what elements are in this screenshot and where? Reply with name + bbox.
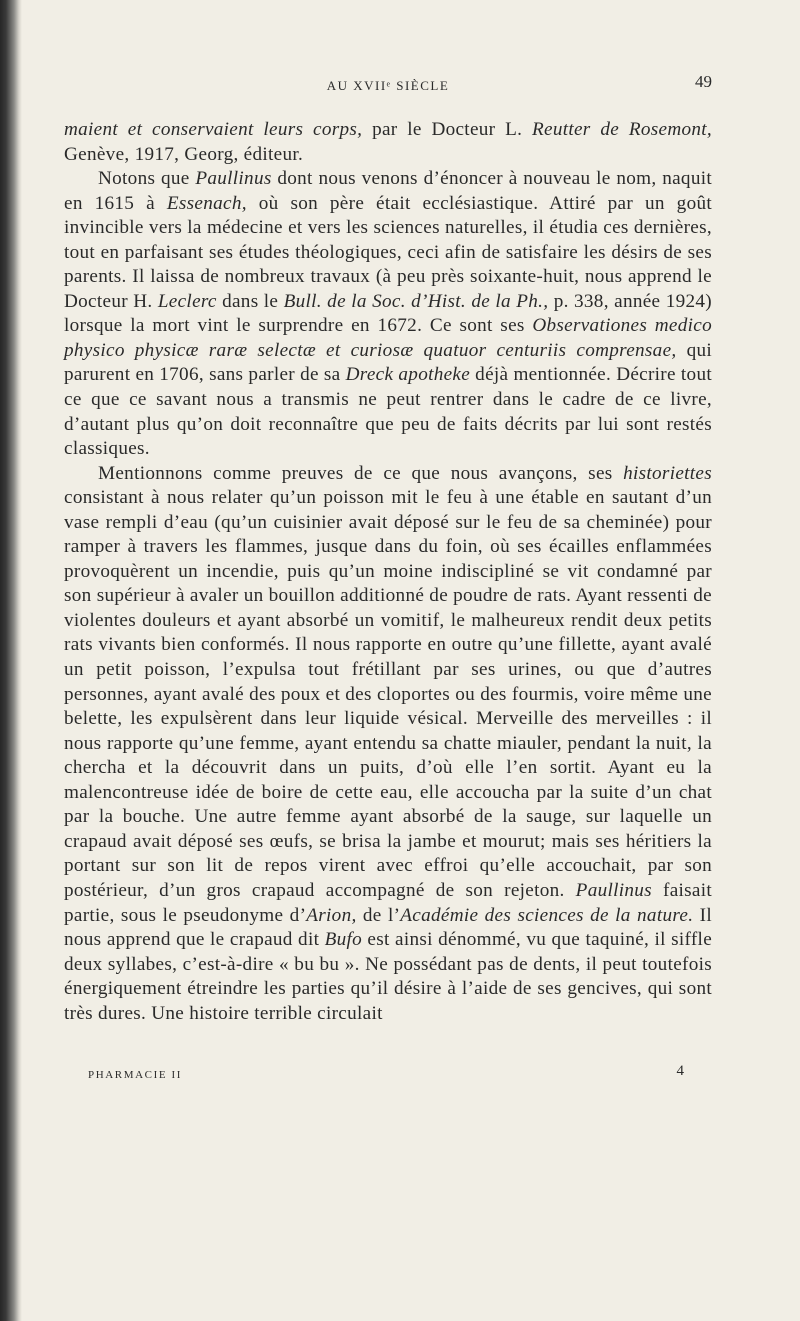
italic-text: Bufo (324, 929, 363, 951)
signature-label: PHARMACIE II (88, 1069, 183, 1081)
text-run: dans le (216, 290, 284, 312)
text-run: p. 338, année 1924) lorsque la mort vint le surprendre en 1672. Ce sont ses (64, 290, 712, 337)
body-text (64, 118, 712, 1026)
paragraph (64, 118, 712, 167)
italic-text: historiettes (623, 462, 712, 484)
signature-number: 4 (676, 1063, 684, 1079)
running-title: AU XVIIᵉ SIÈCLE (326, 78, 450, 93)
italic-text: Paullinus (195, 168, 272, 190)
italic-text: Paullinus (575, 879, 652, 901)
text-run: par le Docteur L. (362, 119, 532, 140)
italic-text: Académie des sciences de la nature. (400, 904, 694, 926)
italic-text: Bull. de la Soc. d’Hist. de la Ph., (283, 290, 549, 312)
italic-text: Arion, (306, 904, 357, 926)
text-run: est ainsi dénommé, vu que taquiné, il siffle deux syllabes, c’est-à-dire « bu bu ». Ne possédant pas de dents, il peut toutefois énergiquement étreindre les parties qu’il désire à l’aide de ses gencives, qui sont très dures. Une histoire terrible circulait (64, 929, 713, 1024)
text-run: de l’ (356, 904, 401, 926)
text-run: Mentionnons comme preuves de ce que nous avançons, ses (98, 462, 624, 484)
paragraph (64, 462, 712, 1027)
text-run: consistant à nous relater qu’un poisson mit le feu à une étable en sautant d’un vase rempli d’eau (qu’un cuisinier avait déposé sur le feu de sa cheminée) pour ramper à travers les flammes, jusque dans du foin, où ses écailles enflammées provoquèrent un incendie, puis qu’un moine indiscipliné se vit condamné par son supérieur à avaler un bouillon additionné de poudre de rats. Ayant ressenti de violentes douleurs et ayant absorbé un vomitif, le malheureux rendit deux petits rats vivants bien conformés. Il nous rapporte en outre qu’une fillette, ayant avalé un petit poisson, l’expulsa tout frétillant par ses urines, ou que d’autres personnes, ayant avalé des poux et des cloportes ou des fourmis, voire même une belette, les expulsèrent dans leur liquide vésical. Merveille des merveilles : il nous rapporte qu’une femme, ayant entendu sa chatte miauler, pendant la nuit, la chercha et la découvrit dans un puits, d’où elle l’en sortit. Ayant eu la malencontreuse idée de boire de cette eau, elle accoucha par la suite d’un chat par la bouche. Une autre femme ayant absorbé de la sauge, sur laquelle un crapaud avait déposé ses œufs, se brisa la jambe et mourut; mais ses héritiers la portant sur son lit de repos virent avec effroi qu’elle accouchait, par son postérieur, d’un gros crapaud accompagné de son rejeton. (64, 487, 712, 901)
text-run: dont nous venons d’énoncer à nouveau le nom, naquit en 1615 à (64, 168, 712, 214)
page-number: 49 (695, 72, 712, 91)
text-run: qui parurent en 1706, sans parler de sa (64, 339, 712, 386)
italic-text: Essenach, (166, 192, 247, 214)
italic-text: Leclerc (157, 290, 217, 312)
italic-text: Observationes medico physico physicæ raræ selectæ et curiosæ quatuor centuriis comprensae, (64, 315, 712, 361)
running-head (64, 70, 712, 98)
book-binding-shadow (0, 0, 22, 1321)
paragraph (64, 167, 712, 462)
italic-text: maient et conservaient leurs corps, (64, 119, 363, 140)
book-page (64, 70, 712, 1026)
text-run: Notons que (98, 168, 196, 190)
text-run: Genève, 1917, Georg, éditeur. (64, 143, 304, 165)
text-run: faisait partie, sous le pseudonyme d’ (64, 879, 712, 926)
italic-text: Reutter de Rosemont, (532, 119, 712, 140)
italic-text: Dreck apotheke (345, 364, 471, 386)
text-run: déjà mentionnée. Décrire tout ce que ce savant nous a transmis ne peut rentrer dans le cadre de ce livre, d’autant plus qu’on doit reconnaître que peu de faits décrits par lui sont restés classiques. (64, 364, 712, 460)
page-footer (88, 1063, 710, 1087)
text-run: Il nous apprend que le crapaud dit (64, 904, 712, 951)
text-run: où son père était ecclésiastique. Attiré par un goût invincible vers la médecine et vers les sciences naturelles, il étudia ces dernières, tout en parfaisant ses études théologiques, ceci afin de satisfaire les désirs de ses parents. Il laissa de nombreux travaux (à peu près soixante-huit, nous apprend le Docteur H. (64, 192, 712, 312)
